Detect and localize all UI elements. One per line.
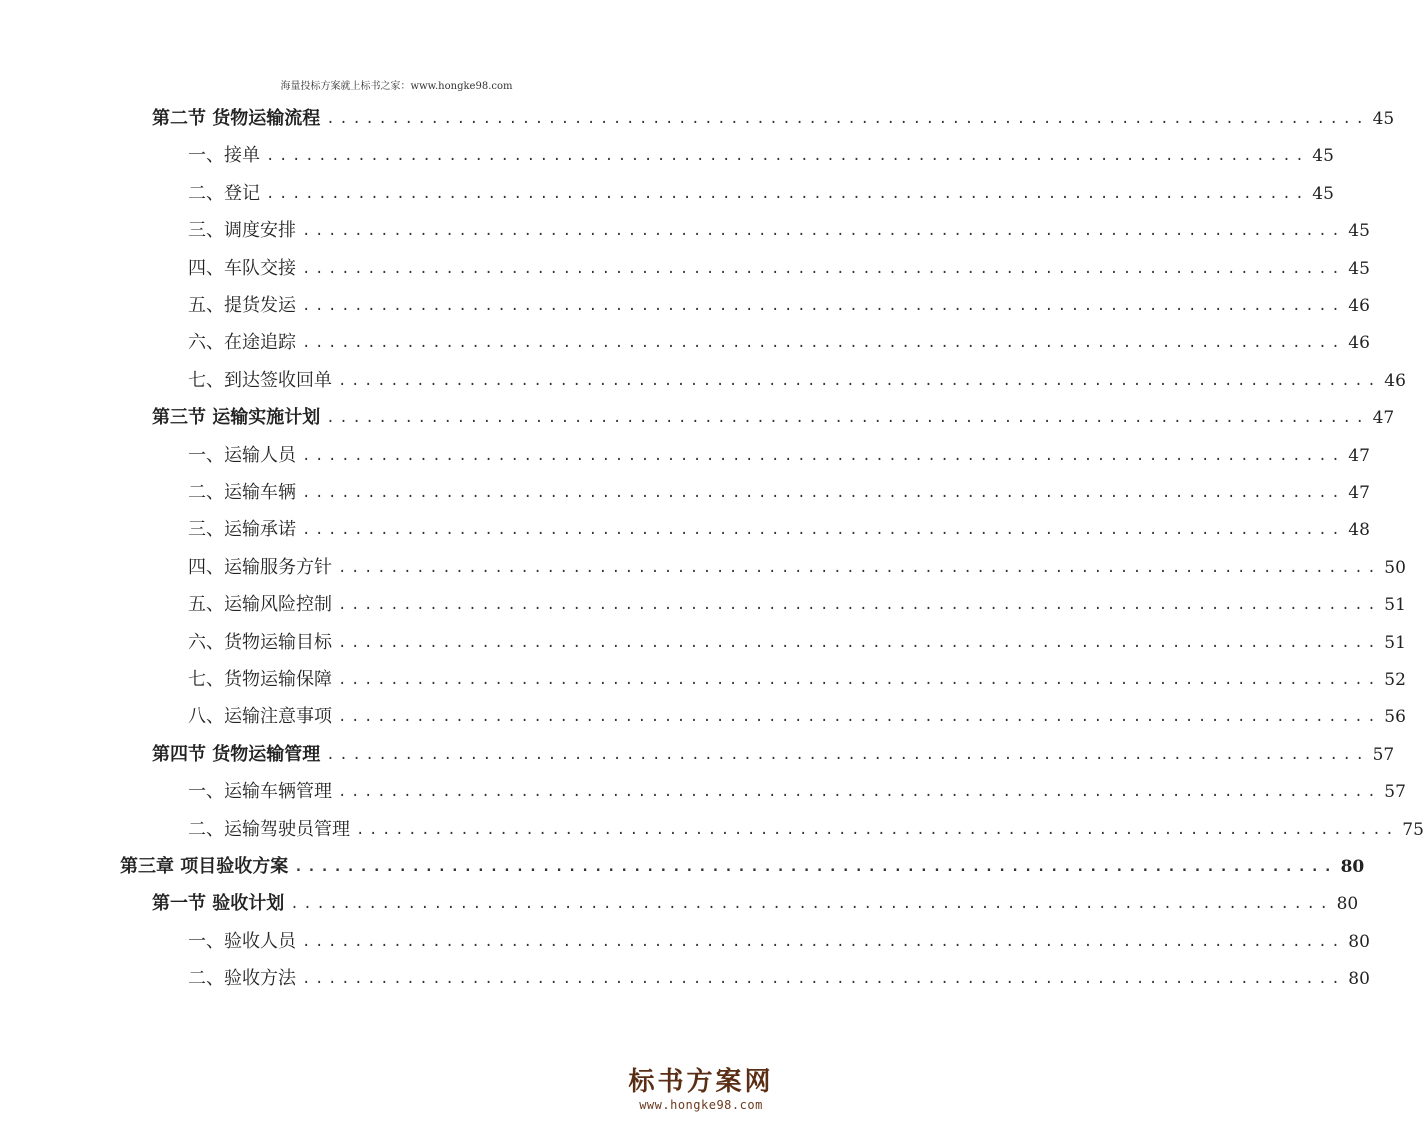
toc-entry-title: 三、调度安排 bbox=[188, 220, 296, 242]
toc-page-number: 45 bbox=[1348, 221, 1370, 242]
toc-page-number: 46 bbox=[1348, 296, 1370, 316]
toc-entry[interactable] bbox=[152, 889, 1359, 919]
toc-page-number: 57 bbox=[1372, 744, 1395, 765]
toc-page-number: 57 bbox=[1384, 782, 1406, 803]
toc-dot-leader: ................................................................................ bbox=[338, 634, 1381, 651]
toc-entry-title: 四、运输服务方针 bbox=[188, 556, 332, 578]
toc-entry-title: 七、到达签收回单 bbox=[188, 369, 332, 391]
toc-entry[interactable] bbox=[188, 254, 1370, 284]
toc-dot-leader: ................................................................................ bbox=[294, 859, 1337, 875]
toc-entry[interactable] bbox=[188, 216, 1370, 246]
toc-dot-leader: ................................................................................ bbox=[302, 933, 1345, 950]
toc-page-number: 51 bbox=[1384, 632, 1406, 653]
toc-entry[interactable] bbox=[188, 964, 1370, 994]
toc-dot-leader: ................................................................................ bbox=[338, 559, 1381, 576]
page-header: 海量投标方案就上标书之家：www.hongke98.com bbox=[280, 81, 513, 92]
toc-entry[interactable] bbox=[188, 291, 1370, 321]
toc-entry-title: 五、提货发运 bbox=[188, 295, 296, 316]
toc-entry-title: 二、登记 bbox=[188, 182, 260, 204]
toc-entry-title: 第四节 货物运输管理 bbox=[152, 743, 321, 765]
toc-entry-title: 六、在途追踪 bbox=[188, 332, 296, 354]
toc-dot-leader: ................................................................................ bbox=[338, 672, 1381, 688]
toc-page-number: 45 bbox=[1312, 183, 1334, 204]
toc-dot-leader: ................................................................................ bbox=[302, 971, 1345, 988]
toc-entry-title: 三、运输承诺 bbox=[188, 519, 296, 541]
toc-dot-leader: ................................................................................ bbox=[338, 597, 1381, 614]
toc-entry-title: 二、验收方法 bbox=[188, 968, 296, 990]
toc-page-number: 75 bbox=[1402, 819, 1424, 840]
toc-entry[interactable] bbox=[188, 328, 1370, 358]
toc-entry-title: 一、验收人员 bbox=[188, 930, 296, 952]
toc-entry[interactable] bbox=[188, 702, 1406, 732]
toc-entry[interactable] bbox=[188, 628, 1406, 658]
watermark-url: www.hongke98.com bbox=[639, 1098, 763, 1112]
toc-dot-leader: ................................................................................ bbox=[338, 784, 1381, 801]
toc-page-number: 45 bbox=[1312, 146, 1334, 167]
toc-entry[interactable] bbox=[120, 852, 1365, 882]
toc-dot-leader: ................................................................................ bbox=[302, 260, 1345, 277]
toc-dot-leader: ................................................................................ bbox=[338, 709, 1381, 726]
toc-page-number: 80 bbox=[1340, 857, 1365, 877]
toc-page-number: 56 bbox=[1384, 707, 1406, 728]
watermark-title: 标书方案网 bbox=[628, 1067, 774, 1097]
watermark-logo bbox=[621, 1066, 781, 1112]
toc-dot-leader: ................................................................................ bbox=[290, 896, 1333, 913]
toc-page-number: 47 bbox=[1372, 408, 1395, 429]
toc-entry-title: 第三节 运输实施计划 bbox=[152, 407, 321, 429]
toc-page-number: 80 bbox=[1348, 931, 1370, 952]
toc-dot-leader: ................................................................................ bbox=[302, 223, 1345, 240]
toc-entry-title: 八、运输注意事项 bbox=[188, 706, 332, 728]
toc-page-number: 45 bbox=[1372, 109, 1395, 129]
toc-dot-leader: ................................................................................ bbox=[302, 485, 1345, 501]
toc-page-number: 47 bbox=[1348, 445, 1370, 466]
toc-entry[interactable] bbox=[152, 104, 1395, 134]
toc-entry[interactable] bbox=[152, 403, 1395, 433]
toc-entry-title: 五、运输风险控制 bbox=[188, 594, 332, 616]
toc-entry-title: 二、运输车辆 bbox=[188, 482, 296, 503]
toc-page-number: 45 bbox=[1348, 258, 1370, 279]
toc-entry[interactable] bbox=[188, 179, 1334, 209]
toc-entry[interactable] bbox=[188, 665, 1406, 695]
toc-dot-leader: ................................................................................ bbox=[326, 410, 1369, 427]
toc-entry[interactable] bbox=[188, 441, 1370, 471]
toc-entry[interactable] bbox=[188, 815, 1424, 845]
toc-dot-leader: ................................................................................ bbox=[266, 148, 1309, 165]
toc-entry-title: 七、货物运输保障 bbox=[188, 669, 332, 690]
toc-entry[interactable] bbox=[188, 366, 1406, 396]
toc-page-number: 51 bbox=[1384, 595, 1406, 616]
toc-dot-leader: ................................................................................ bbox=[338, 372, 1381, 389]
toc-entry[interactable] bbox=[188, 478, 1370, 508]
toc-dot-leader: ................................................................................ bbox=[326, 111, 1369, 127]
toc-entry-title: 二、运输驾驶员管理 bbox=[188, 818, 350, 840]
toc-dot-leader: ................................................................................ bbox=[302, 335, 1345, 352]
toc-page-number: 80 bbox=[1348, 969, 1370, 990]
toc-page-number: 80 bbox=[1336, 894, 1359, 915]
toc-entry[interactable] bbox=[188, 515, 1370, 545]
toc-entry[interactable] bbox=[188, 777, 1406, 807]
toc-entry-title: 一、运输车辆管理 bbox=[188, 781, 332, 803]
toc-page-number: 47 bbox=[1348, 483, 1370, 503]
toc-page-number: 48 bbox=[1348, 520, 1370, 541]
toc-dot-leader: ................................................................................ bbox=[356, 821, 1399, 838]
toc-page-number: 46 bbox=[1384, 370, 1406, 391]
toc-page-number: 50 bbox=[1384, 557, 1406, 578]
toc-entry[interactable] bbox=[188, 553, 1406, 583]
toc-entry-title: 一、运输人员 bbox=[188, 444, 296, 466]
toc-entry[interactable] bbox=[188, 927, 1370, 957]
toc-entry[interactable] bbox=[188, 141, 1334, 171]
toc-dot-leader: ................................................................................ bbox=[266, 185, 1309, 202]
toc-entry-title: 第二节 货物运输流程 bbox=[152, 108, 321, 129]
toc-entry-title: 四、车队交接 bbox=[188, 257, 296, 279]
toc-entry-title: 一、接单 bbox=[188, 145, 260, 167]
toc-entry-title: 第三章 项目验收方案 bbox=[120, 856, 289, 877]
toc-entry-title: 六、货物运输目标 bbox=[188, 631, 332, 653]
toc-entry[interactable] bbox=[188, 590, 1406, 620]
toc-entry-title: 第一节 验收计划 bbox=[152, 893, 285, 915]
toc-dot-leader: ................................................................................ bbox=[302, 522, 1345, 539]
toc-dot-leader: ................................................................................ bbox=[302, 298, 1345, 314]
toc-dot-leader: ................................................................................ bbox=[302, 447, 1345, 464]
toc-page-number: 52 bbox=[1384, 670, 1406, 690]
toc-dot-leader: ................................................................................ bbox=[326, 746, 1369, 763]
toc-entry[interactable] bbox=[152, 740, 1395, 770]
toc-page-number: 46 bbox=[1348, 333, 1370, 354]
